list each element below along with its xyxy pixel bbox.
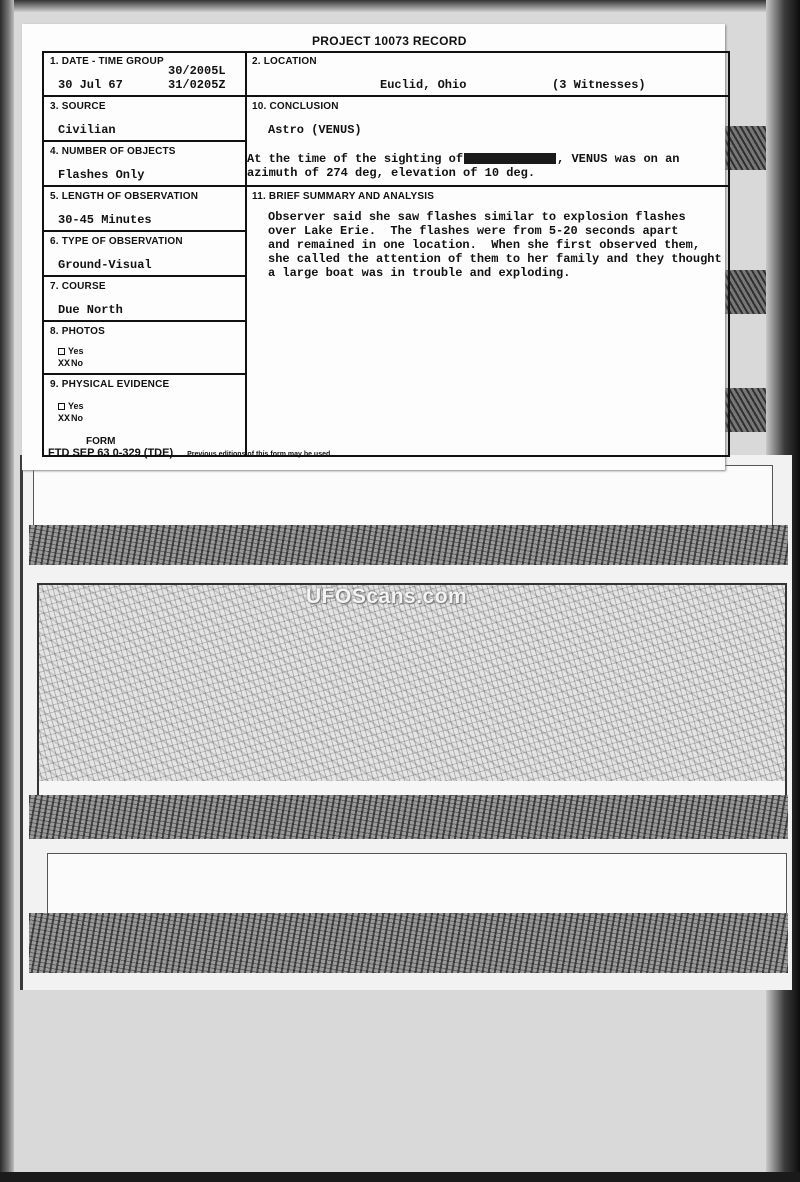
number-value: Flashes Only bbox=[58, 168, 145, 182]
row-divider bbox=[44, 275, 245, 277]
footer-form-id bbox=[48, 447, 332, 459]
length-value: 30-45 Minutes bbox=[58, 213, 152, 227]
checkbox-empty-icon bbox=[58, 403, 65, 410]
photos-yes-label: Yes bbox=[68, 346, 84, 356]
form-grid bbox=[42, 51, 730, 457]
course-value: Due North bbox=[58, 303, 123, 317]
source-value: Civilian bbox=[58, 123, 116, 137]
type-label: 6. TYPE OF OBSERVATION bbox=[50, 236, 183, 247]
type-value: Ground-Visual bbox=[58, 258, 152, 272]
conclusion-value: Astro (VENUS) bbox=[268, 123, 362, 137]
evidence-yes-option bbox=[58, 401, 84, 411]
time-value-zulu: 31/0205Z bbox=[168, 78, 226, 92]
time-value-local: 30/2005L bbox=[168, 64, 226, 78]
noisy-panel bbox=[37, 583, 787, 811]
side-fragment bbox=[724, 388, 766, 432]
side-fragment bbox=[724, 270, 766, 314]
evidence-no-label: No bbox=[71, 413, 84, 423]
date-label: 1. DATE - TIME GROUP bbox=[50, 56, 164, 67]
row-divider bbox=[44, 320, 245, 322]
column-divider bbox=[245, 53, 247, 455]
summary-line: over Lake Erie. The flashes were from 5-20 seconds apart bbox=[268, 224, 679, 238]
row-divider bbox=[44, 95, 245, 97]
evidence-yes-label: Yes bbox=[68, 401, 84, 411]
conclusion-line-2: azimuth of 274 deg, elevation of 10 deg. bbox=[247, 166, 536, 180]
summary-line: and remained in one location. When she first observed them, bbox=[268, 238, 701, 252]
length-label: 5. LENGTH OF OBSERVATION bbox=[50, 191, 199, 202]
evidence-no-option bbox=[58, 413, 83, 425]
number-label: 4. NUMBER OF OBJECTS bbox=[50, 146, 176, 157]
scan-edge-left bbox=[0, 0, 14, 1182]
row-divider bbox=[44, 230, 245, 232]
checkbox-marked-icon: XX bbox=[58, 414, 71, 425]
photos-label: 8. PHOTOS bbox=[50, 326, 105, 337]
photos-no-option bbox=[58, 358, 83, 370]
row-divider bbox=[44, 185, 245, 187]
record-form bbox=[22, 24, 725, 470]
scan-edge-bottom bbox=[0, 1172, 800, 1182]
row-divider bbox=[44, 373, 245, 375]
checkbox-marked-icon: XX bbox=[58, 359, 71, 370]
form-title: PROJECT 10073 RECORD bbox=[312, 34, 467, 48]
row-divider bbox=[245, 95, 728, 97]
conclusion-label: 10. CONCLUSION bbox=[252, 101, 339, 112]
summary-label: 11. BRIEF SUMMARY AND ANALYSIS bbox=[252, 191, 435, 202]
conclusion-text-a: At the time of the sighting of bbox=[247, 152, 464, 166]
location-label: 2. LOCATION bbox=[252, 56, 317, 67]
watermark: UFOScans.com bbox=[306, 585, 468, 608]
noisy-strip bbox=[29, 913, 788, 973]
course-label: 7. COURSE bbox=[50, 281, 106, 292]
footer-note: Previous editions of this form may be used. bbox=[187, 451, 333, 458]
checkbox-empty-icon bbox=[58, 348, 65, 355]
summary-line: a large boat was in trouble and exploding. bbox=[268, 266, 571, 280]
noisy-strip bbox=[29, 525, 788, 565]
date-value: 30 Jul 67 bbox=[58, 78, 123, 92]
conclusion-line-1 bbox=[247, 152, 679, 166]
footer-form-word: FORM bbox=[86, 436, 116, 447]
photos-yes-option bbox=[58, 346, 84, 356]
witnesses-value: (3 Witnesses) bbox=[552, 78, 646, 92]
source-label: 3. SOURCE bbox=[50, 101, 106, 112]
row-divider bbox=[245, 185, 728, 187]
scan-edge-top bbox=[0, 0, 800, 12]
redaction-bar bbox=[464, 153, 556, 164]
photos-no-label: No bbox=[71, 358, 84, 368]
location-value: Euclid, Ohio bbox=[380, 78, 467, 92]
lower-sheet bbox=[20, 455, 792, 990]
conclusion-text-b: , VENUS was on an bbox=[557, 152, 680, 166]
form-id: FTD SEP 63 0-329 (TDE) bbox=[48, 447, 174, 459]
side-fragment bbox=[724, 126, 766, 170]
row-divider bbox=[44, 140, 245, 142]
noisy-strip bbox=[29, 795, 788, 839]
evidence-label: 9. PHYSICAL EVIDENCE bbox=[50, 379, 170, 390]
summary-line: Observer said she saw flashes similar to explosion flashes bbox=[268, 210, 686, 224]
summary-line: she called the attention of them to her family and they thought bbox=[268, 252, 722, 266]
